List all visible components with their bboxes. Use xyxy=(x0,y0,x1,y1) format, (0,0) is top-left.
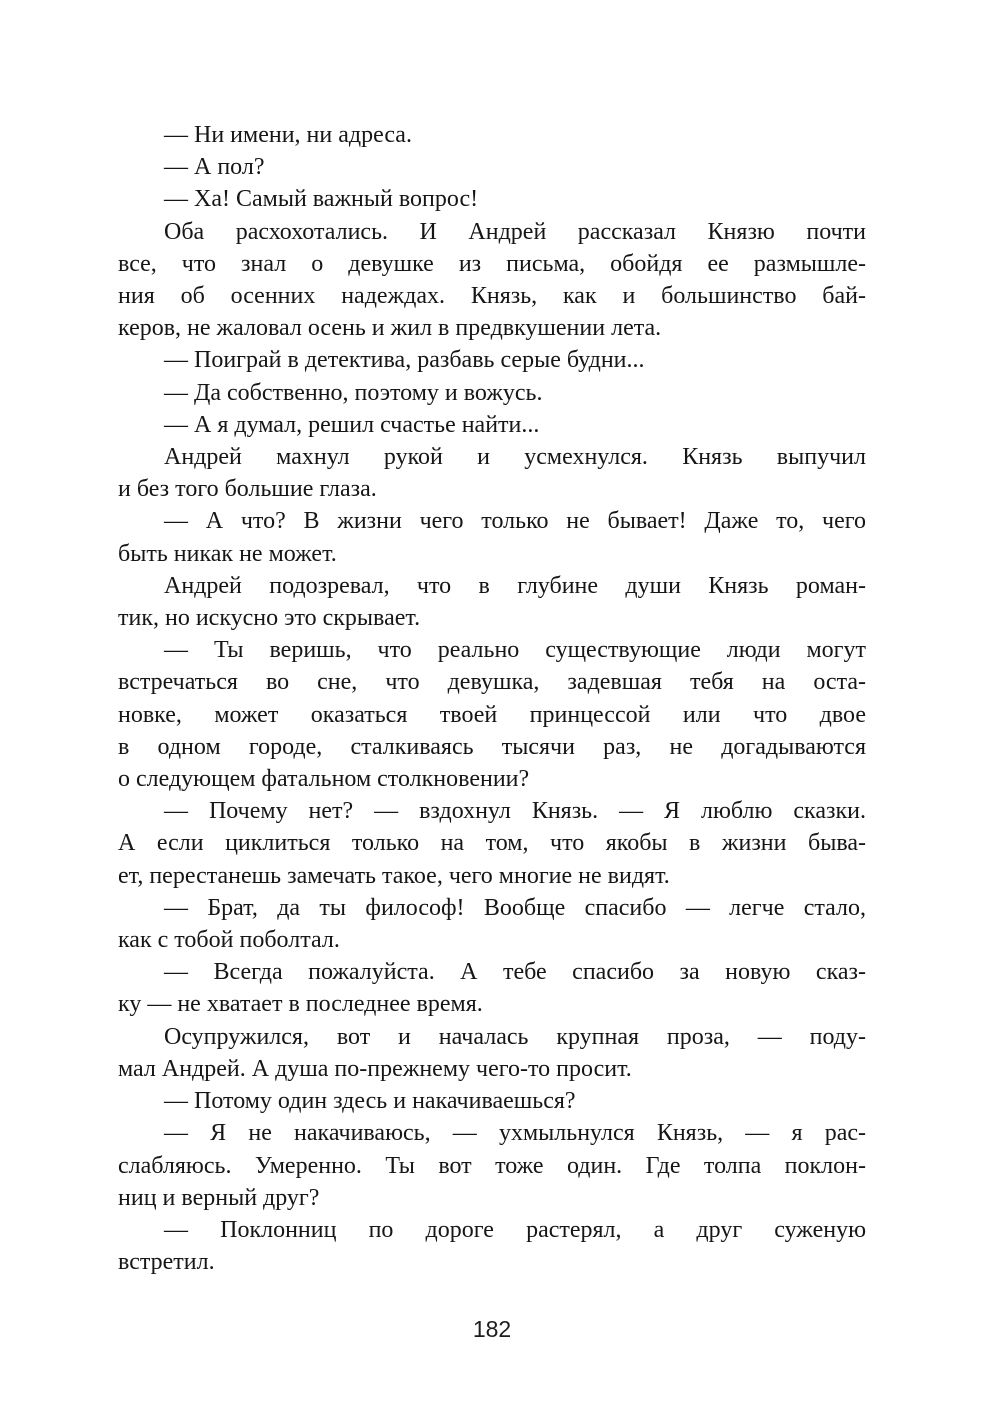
paragraph xyxy=(118,1085,866,1117)
text-line: тик, но искусно это скрывает. xyxy=(118,605,421,632)
text-line: о следующем фатальном столкновении? xyxy=(118,766,530,793)
text-line: — Ха! Самый важный вопрос! xyxy=(164,186,479,213)
text-line: — Потому один здесь и накачиваешься? xyxy=(164,1088,576,1115)
text-line: — Ты веришь, что реально существующие люди могут xyxy=(164,637,866,664)
paragraph xyxy=(118,505,866,569)
paragraph xyxy=(118,183,866,215)
text-line: керов, не жаловал осень и жил в предвкушении лета. xyxy=(118,315,662,342)
paragraph xyxy=(118,441,866,505)
paragraph xyxy=(118,119,866,151)
text-line: Андрей подозревал, что в глубине души Князь роман- xyxy=(164,572,866,599)
text-line: — А что? В жизни чего только не бывает! Даже то, чего xyxy=(164,508,866,535)
text-line: в одном городе, сталкиваясь тысячи раз, не догадываются xyxy=(118,733,866,760)
text-line: ку — не хватает в последнее время. xyxy=(118,991,483,1018)
text-line: и без того большие глаза. xyxy=(118,476,377,503)
paragraph xyxy=(118,151,866,183)
text-line: — Ни имени, ни адреса. xyxy=(164,122,412,148)
paragraph xyxy=(118,956,866,1020)
text-line: — Да собственно, поэтому и вожусь. xyxy=(164,379,543,406)
text-line: — Брат, да ты философ! Вообще спасибо — легче стало, xyxy=(164,894,866,921)
text-line: — Поклонниц по дороге растерял, а друг суженую xyxy=(164,1216,866,1243)
text-line: встречаться во сне, что девушка, задевшая тебя на оста- xyxy=(118,669,866,696)
text-line: Оба расхохотались. И Андрей рассказал Князю почти xyxy=(164,218,866,245)
paragraph xyxy=(118,1214,866,1278)
paragraph xyxy=(118,570,866,634)
text-line: новке, может оказаться твоей принцессой или что двое xyxy=(118,701,866,728)
paragraph xyxy=(118,795,866,892)
text-line: А если циклиться только на том, что якобы в жизни быва- xyxy=(118,830,866,857)
page-number: 182 xyxy=(472,1316,512,1342)
paragraph xyxy=(118,377,866,409)
text-line: Андрей махнул рукой и усмехнулся. Князь выпучил xyxy=(164,444,866,471)
text-line: мал Андрей. А душа по-прежнему чего-то просит. xyxy=(118,1055,632,1082)
text-line: встретил. xyxy=(118,1249,215,1276)
text-line: — А пол? xyxy=(164,154,265,181)
text-line: ниц и верный друг? xyxy=(118,1184,320,1211)
paragraph xyxy=(118,344,866,376)
paragraph xyxy=(118,216,866,345)
text-line: ет, перестанешь замечать такое, чего многие не видят. xyxy=(118,862,670,889)
text-line: как с тобой поболтал. xyxy=(118,927,340,954)
text-line: все, что знал о девушке из письма, обойдя ее размышле- xyxy=(118,250,866,277)
paragraph xyxy=(118,892,866,956)
paragraph xyxy=(118,409,866,441)
text-line: — А я думал, решил счастье найти... xyxy=(164,411,540,438)
paragraph xyxy=(118,1021,866,1085)
text-line: ния об осенних надеждах. Князь, как и большинство бай- xyxy=(118,283,866,310)
text-line: — Почему нет? — вздохнул Князь. — Я люблю сказки. xyxy=(164,798,866,825)
text-line: слабляюсь. Умеренно. Ты вот тоже один. Где толпа поклон- xyxy=(118,1152,866,1179)
text-line: — Всегда пожалуйста. А тебе спасибо за новую сказ- xyxy=(164,959,866,986)
text-line: быть никак не может. xyxy=(118,540,337,567)
text-block xyxy=(118,119,866,1278)
text-line: — Поиграй в детектива, разбавь серые будни... xyxy=(164,347,645,374)
paragraph xyxy=(118,634,866,795)
text-line: Осупружился, вот и началась крупная проза, — поду- xyxy=(164,1023,866,1050)
paragraph xyxy=(118,1117,866,1214)
text-line: — Я не накачиваюсь, — ухмыльнулся Князь, — я рас- xyxy=(164,1120,866,1147)
